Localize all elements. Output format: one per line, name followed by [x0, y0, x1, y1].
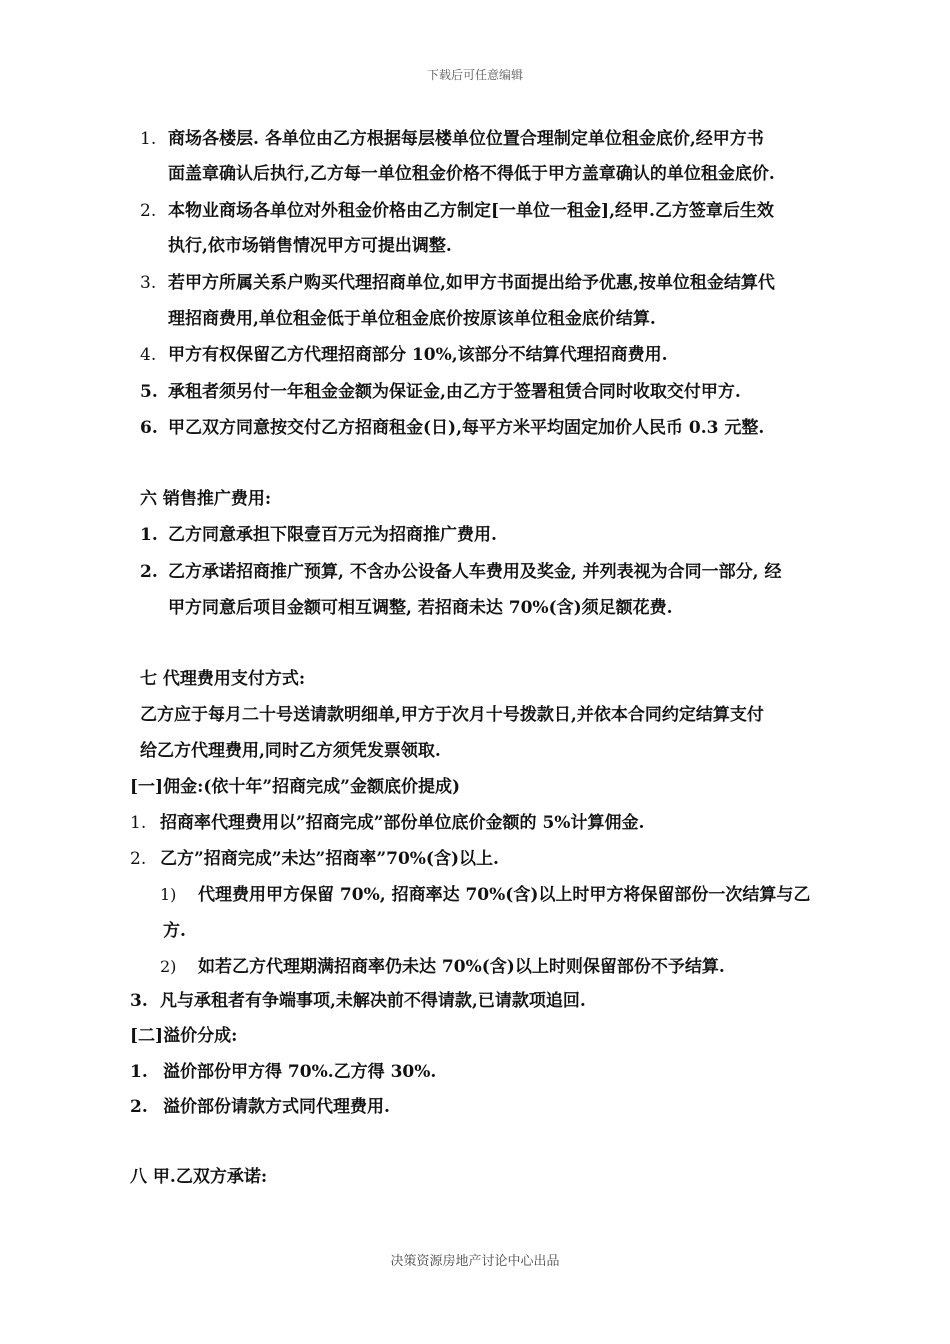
list-number: 2.: [130, 1097, 148, 1117]
list-number: 1.: [130, 1062, 148, 1082]
list-number: 2.: [140, 562, 158, 582]
list-number: 6.: [140, 418, 158, 438]
sub-list-item-line: 方.: [163, 921, 186, 941]
list-number: 4.: [140, 345, 157, 365]
subsection-heading: [一]佣金:(依十年”招商完成”金额底价提成): [130, 777, 461, 797]
list-number: 2.: [130, 849, 147, 869]
list-number: 3.: [140, 273, 157, 293]
list-item-line: 本物业商场各单位对外租金价格由乙方制定[一单位一租金],经甲.乙方签章后生效: [168, 201, 774, 221]
list-number: 3.: [130, 991, 148, 1011]
list-item-line: 溢价部份甲方得 70%.乙方得 30%.: [163, 1062, 437, 1082]
list-item-line: 甲方有权保留乙方代理招商部分 10%,该部分不结算代理招商费用.: [168, 345, 668, 365]
list-item-line: 凡与承租者有争端事项,未解决前不得请款,已请款项追回.: [160, 991, 586, 1011]
list-item-line: 面盖章确认后执行,乙方每一单位租金价格不得低于甲方盖章确认的单位租金底价.: [168, 164, 775, 184]
section-heading: 八 甲.乙双方承诺:: [130, 1167, 268, 1187]
paragraph-line: 乙方应于每月二十号送请款明细单,甲方于次月十号拨款日,并依本合同约定结算支付: [140, 705, 764, 725]
list-number: 1.: [130, 813, 147, 833]
list-item-line: 商场各楼层. 各单位由乙方根据每层楼单位位置合理制定单位租金底价,经甲方书: [168, 129, 764, 149]
list-item-line: 甲方同意后项目金额可相互调整, 若招商未达 70%(含)须足额花费.: [168, 598, 673, 618]
section-heading: 六 销售推广费用:: [140, 489, 272, 509]
sub-list-item-line: 如若乙方代理期满招商率仍未达 70%(含)以上时则保留部份不予结算.: [198, 957, 725, 977]
page-footer: 决策资源房地产讨论中心出品: [390, 1254, 560, 1269]
list-number: 1.: [140, 525, 158, 545]
page-header: 下载后可任意编辑: [426, 68, 523, 82]
list-item-line: 执行,依市场销售情况甲方可提出调整.: [168, 236, 452, 256]
sub-list-item-line: 代理费用甲方保留 70%, 招商率达 70%(含)以上时甲方将保留部份一次结算与乙: [198, 885, 811, 905]
sub-list-number: 1): [160, 885, 177, 904]
list-number: 2.: [140, 201, 157, 221]
list-item-line: 乙方承诺招商推广预算, 不含办公设备人车费用及奖金, 并列表视为合同一部分, 经: [168, 562, 782, 582]
paragraph-line: 给乙方代理费用,同时乙方须凭发票领取.: [140, 741, 441, 761]
list-item-line: 承租者须另付一年租金金额为保证金,由乙方于签署租赁合同时收取交付甲方.: [168, 382, 741, 402]
list-number: 5.: [140, 382, 158, 402]
list-item-line: 乙方同意承担下限壹百万元为招商推广费用.: [168, 525, 497, 545]
subsection-heading: [二]溢价分成:: [130, 1026, 238, 1046]
list-item-line: 若甲方所属关系户购买代理招商单位,如甲方书面提出给予优惠,按单位租金结算代: [168, 273, 775, 293]
list-item-line: 甲乙双方同意按交付乙方招商租金(日),每平方米平均固定加价人民币 0.3 元整.: [168, 418, 765, 438]
list-item-line: 溢价部份请款方式同代理费用.: [163, 1097, 390, 1117]
list-item-line: 乙方”招商完成”未达”招商率”70%(含)以上.: [160, 849, 499, 869]
list-number: 1.: [140, 129, 157, 149]
list-item-line: 理招商费用,单位租金低于单位租金底价按原该单位租金底价结算.: [168, 309, 656, 329]
sub-list-number: 2): [160, 957, 177, 976]
list-item-line: 招商率代理费用以”招商完成”部份单位底价金额的 5%计算佣金.: [160, 813, 645, 833]
section-heading: 七 代理费用支付方式:: [140, 669, 306, 689]
